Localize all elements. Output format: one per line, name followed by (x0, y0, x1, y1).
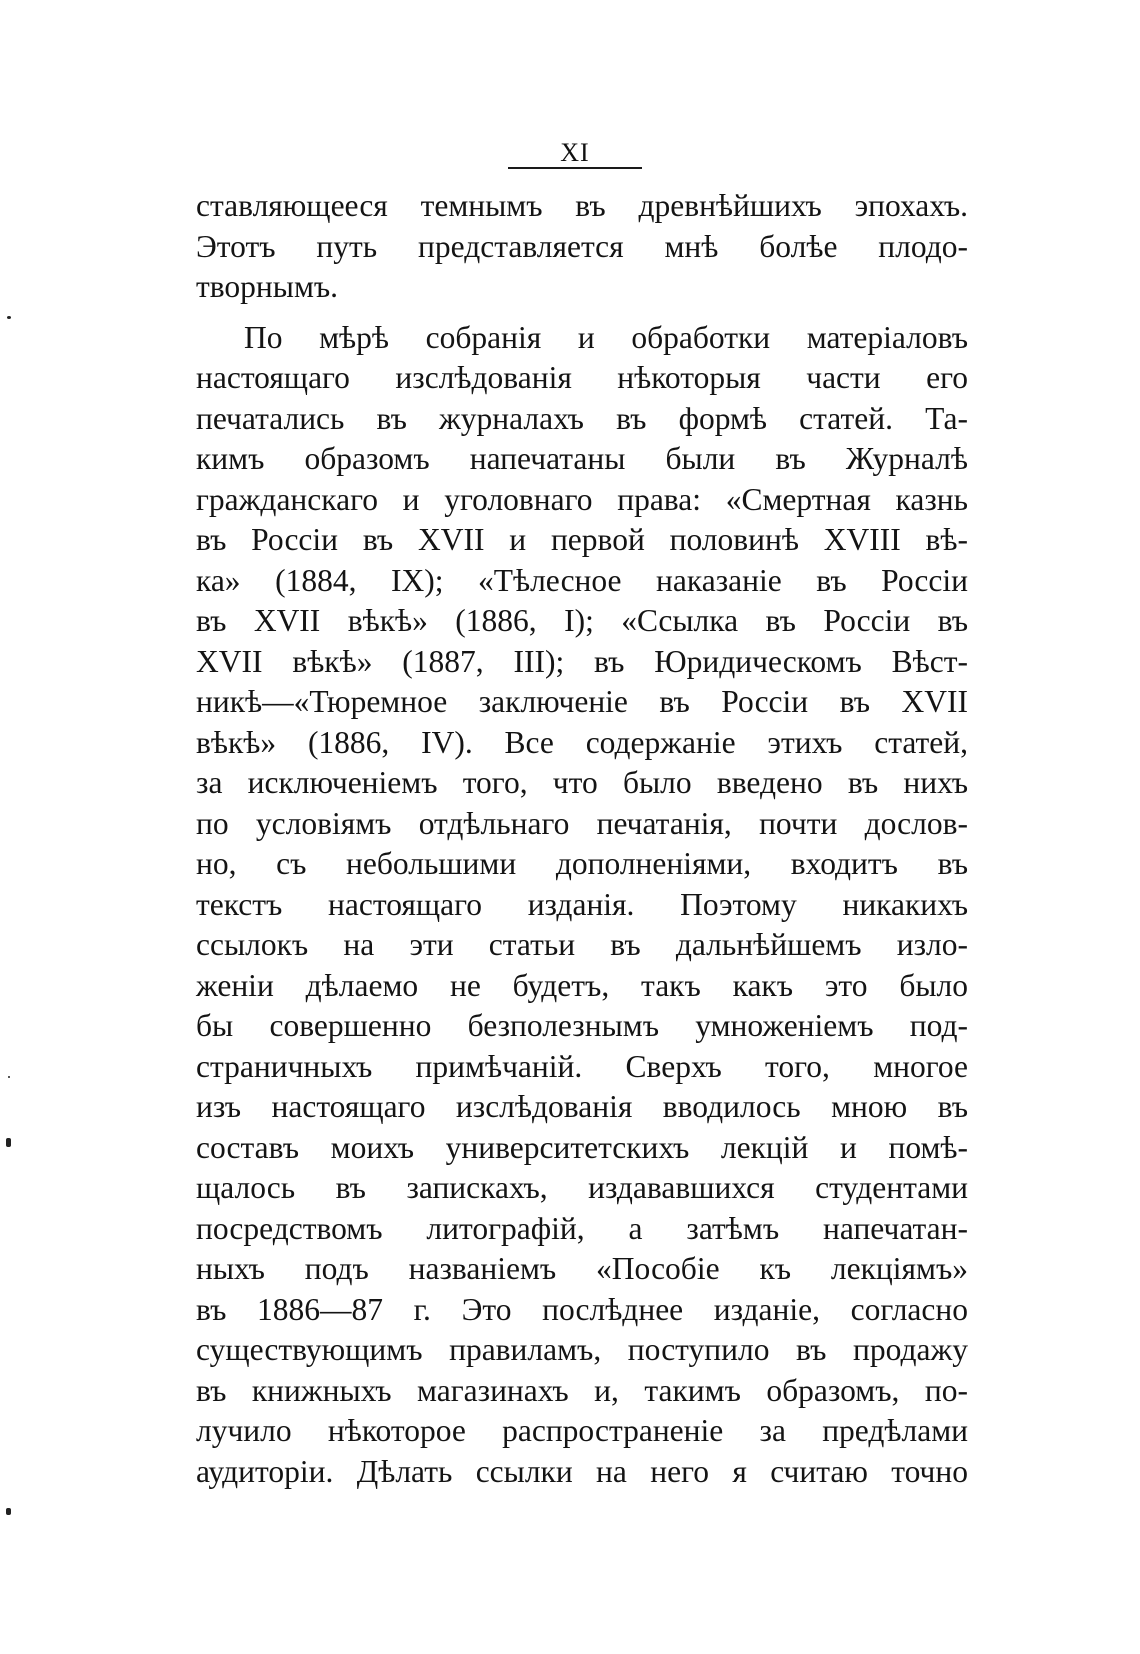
scan-speck (6, 1508, 11, 1515)
text-line: въ Россіи въ XVII и первой половинѣ XVIII вѣ- (196, 522, 968, 557)
text-line: печатались въ журналахъ въ формѣ статей. Та- (196, 400, 968, 436)
text-line: за исключеніемъ того, что было введено въ нихъ (196, 765, 968, 800)
text-line: Этотъ путь представляется мнѣ болѣе плодо- (196, 228, 968, 264)
text-line: но, съ небольшими дополненіями, входитъ въ (196, 846, 968, 881)
text-line: существующимъ правиламъ, поступило въ продажу (196, 1332, 968, 1367)
text-line: женіи дѣлаемо не будетъ, такъ какъ это было (196, 967, 968, 1003)
text-line: изъ настоящаго изслѣдованія вводилось мною въ (196, 1089, 968, 1124)
text-line: текстъ настоящаго изданія. Поэтому никакихъ (196, 886, 968, 922)
text-line: по условіямъ отдѣльнаго печатанія, почти дослов- (196, 805, 968, 841)
scan-speck (6, 1138, 11, 1147)
text-line: XVII вѣкѣ» (1887, III); въ Юридическомъ Вѣст- (196, 643, 968, 679)
text-line: ка» (1884, IX); «Тѣлесное наказаніе въ Россіи (196, 562, 968, 598)
text-line: творнымъ. (196, 269, 339, 304)
text-line: настоящаго изслѣдованія нѣкоторыя части его (196, 360, 968, 395)
page-number: XI (560, 138, 590, 167)
text-line: По мѣрѣ собранія и обработки матеріаловъ (244, 319, 968, 355)
text-line: вѣкѣ» (1886, IV). Все содержаніе этихъ статей, (196, 724, 968, 760)
text-line: въ XVII вѣкѣ» (1886, I); «Ссылка въ Россіи въ (196, 603, 968, 638)
text-line: посредствомъ литографій, а затѣмъ напечатан- (196, 1210, 968, 1246)
text-line: ставляющееся темнымъ въ древнѣйшихъ эпохахъ. (196, 188, 968, 223)
scan-speck (7, 316, 11, 319)
text-line: ныхъ подъ названіемъ «Пособіе къ лекціямъ» (196, 1251, 968, 1286)
text-line: никѣ—«Тюремное заключеніе въ Россіи въ XVII (196, 684, 968, 719)
text-line: кимъ образомъ напечатаны были въ Журналѣ (196, 441, 968, 476)
text-line: бы совершенно безполезнымъ умноженіемъ под- (196, 1008, 968, 1043)
text-line: аудиторіи. Дѣлать ссылки на него я считаю точно (196, 1453, 968, 1489)
text-line: въ книжныхъ магазинахъ и, такимъ образомъ, по- (196, 1372, 968, 1408)
text-line: въ 1886—87 г. Это послѣднее изданіе, согласно (196, 1291, 968, 1327)
paragraph (196, 318, 968, 1493)
text-line: ссылокъ на эти статьи въ дальнѣйшемъ изло- (196, 927, 968, 962)
text-line: щалось въ запискахъ, издававшихся студентами (196, 1170, 968, 1205)
text-line: составъ моихъ университетскихъ лекцій и помѣ- (196, 1129, 968, 1165)
scan-speck (8, 1076, 10, 1078)
body-text (196, 186, 968, 1492)
text-line: гражданскаго и уголовнаго права: «Смертная казнь (196, 481, 968, 517)
text-line: страничныхъ примѣчаній. Сверхъ того, многое (196, 1048, 968, 1084)
paragraph (196, 186, 968, 308)
text-line: лучило нѣкоторое распространеніе за предѣлами (196, 1413, 968, 1448)
header-rule (508, 167, 642, 169)
